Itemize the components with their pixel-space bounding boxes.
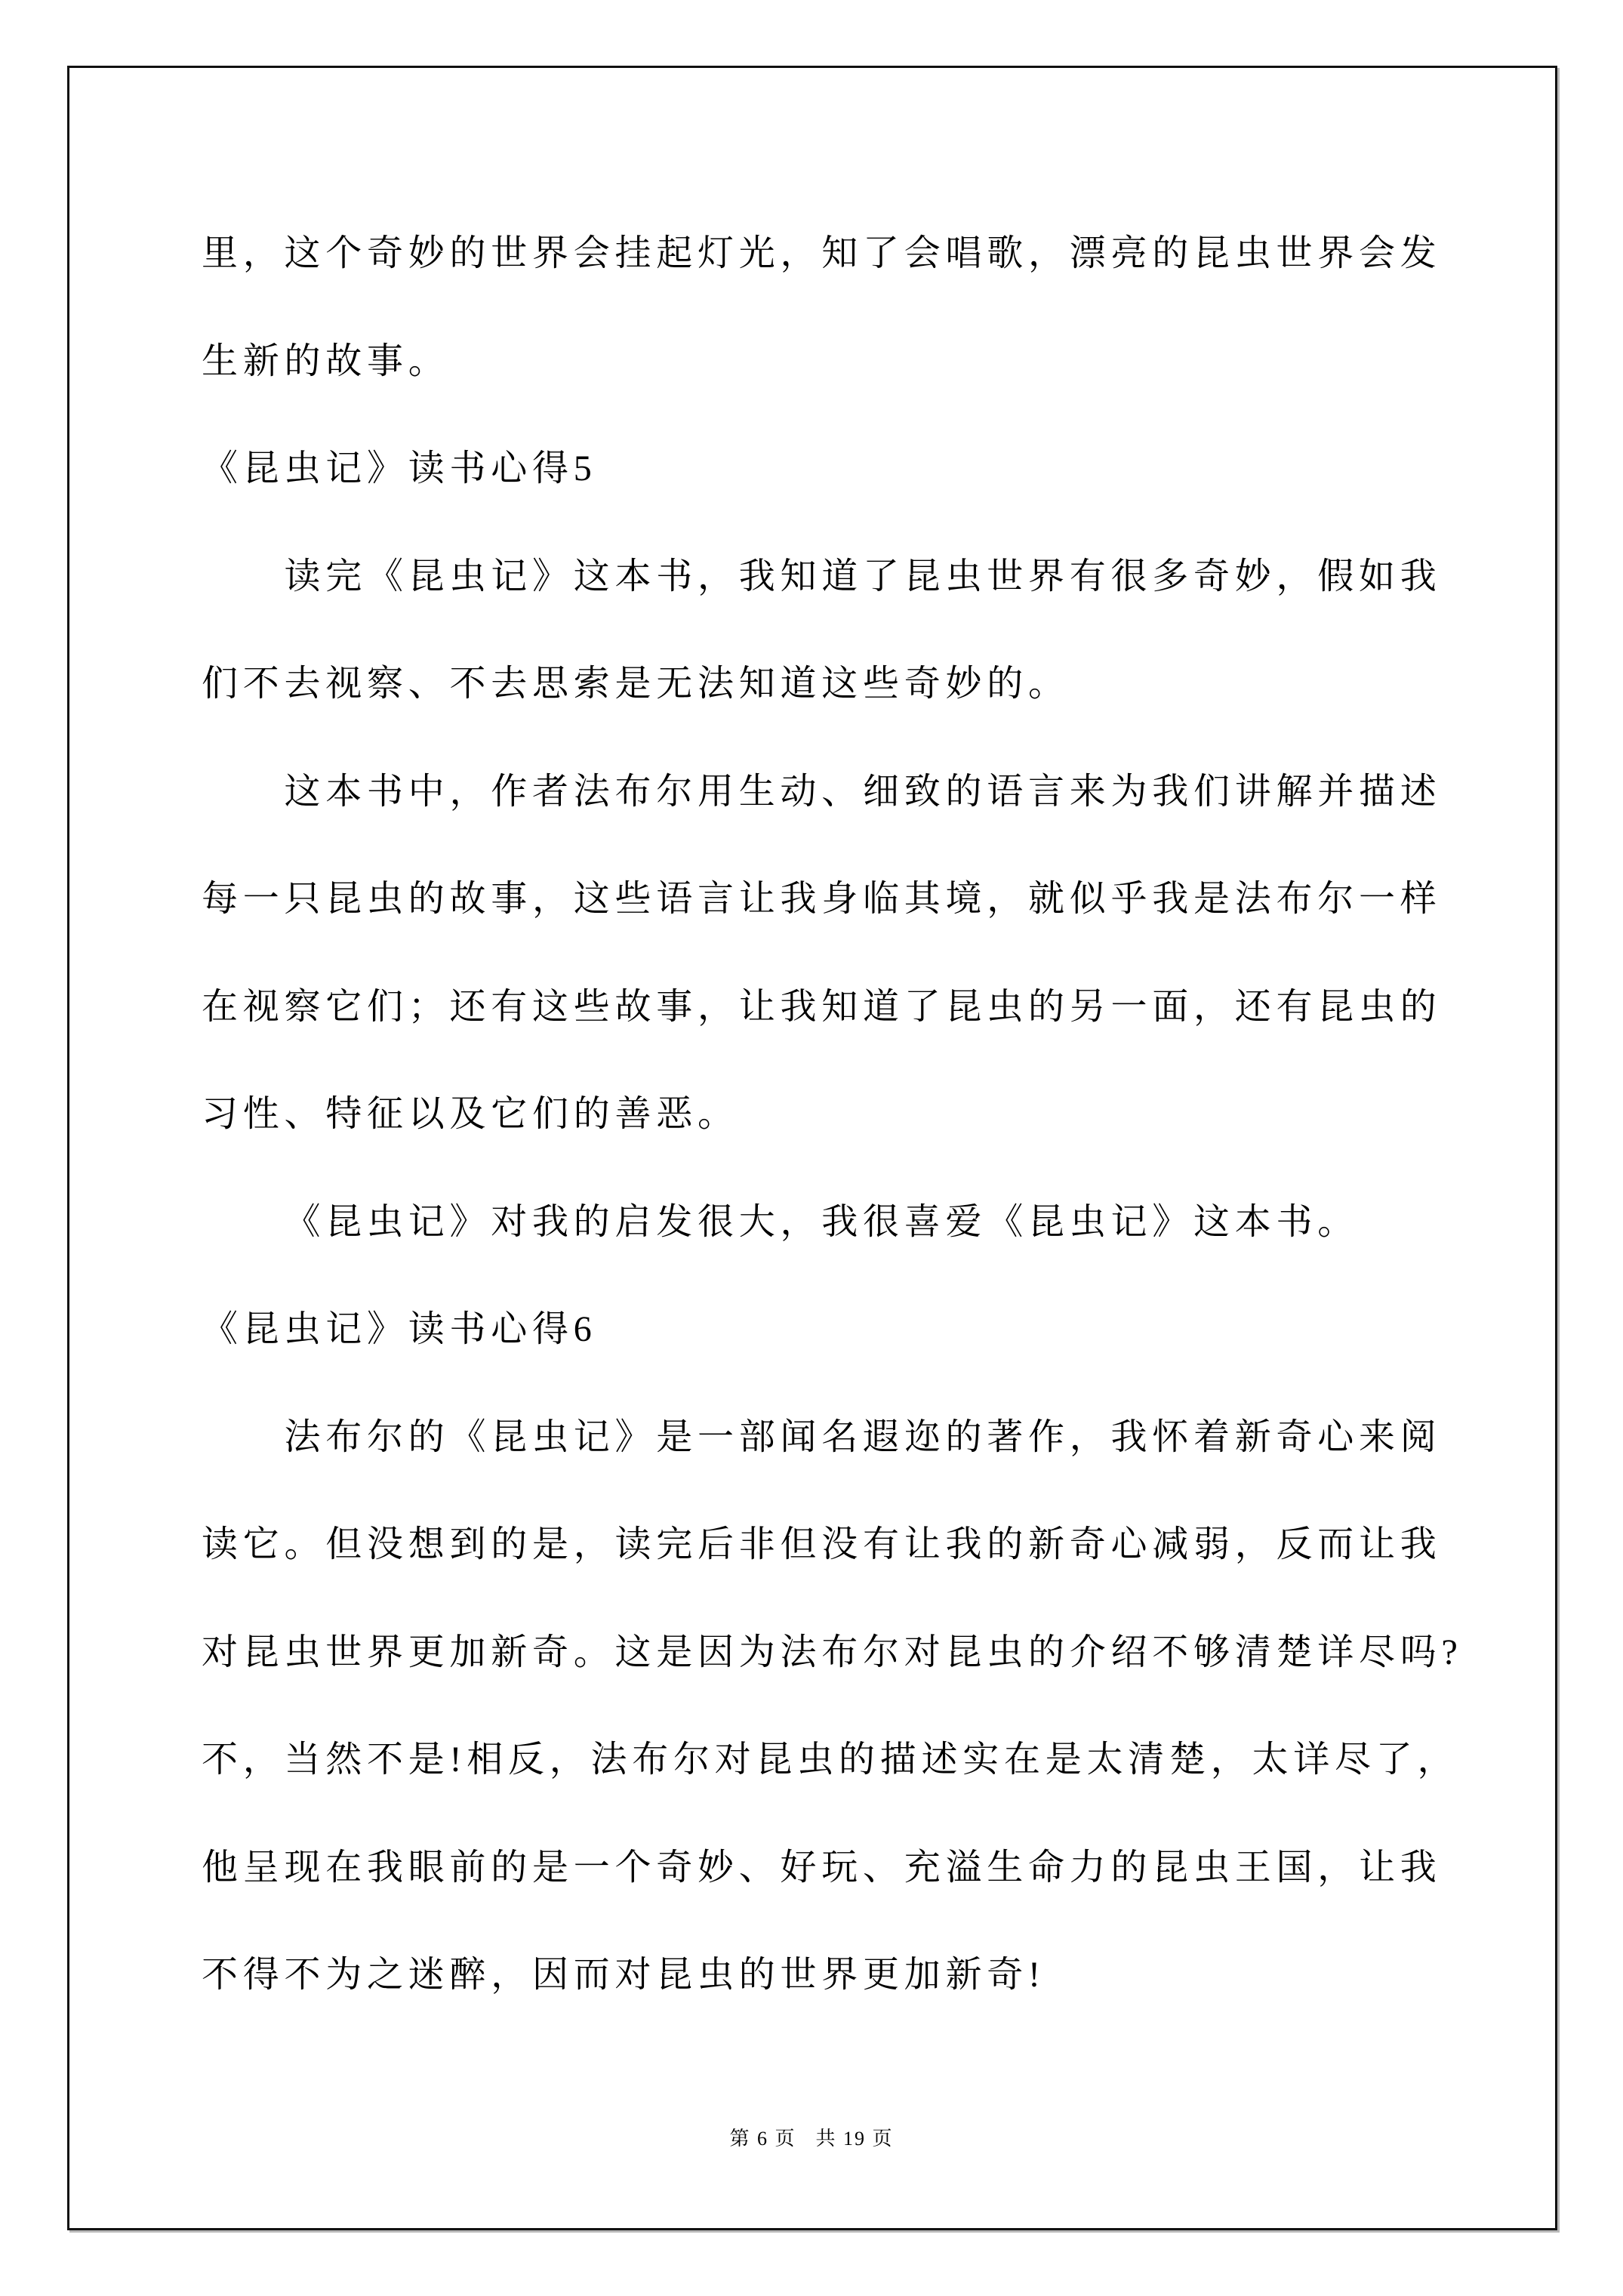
text-line: 习性、特征以及它们的善恶。 bbox=[202, 1094, 739, 1134]
page-number-label: 第 6 页 bbox=[729, 2128, 796, 2150]
text-line: 不，当然不是!相反，法布尔对昆虫的描述实在是太清楚，太详尽了， bbox=[202, 1740, 1459, 1780]
text-line: 法布尔的《昆虫记》是一部闻名遐迩的著作，我怀着新奇心来阅 bbox=[284, 1416, 1442, 1457]
text-line: 他呈现在我眼前的是一个奇妙、好玩、充溢生命力的昆虫王国，让我 bbox=[202, 1847, 1442, 1888]
section-heading: 《昆虫记》读书心得5 bbox=[202, 448, 597, 488]
section-heading: 《昆虫记》读书心得6 bbox=[202, 1309, 597, 1349]
text-line: 对昆虫世界更加新奇。这是因为法布尔对昆虫的介绍不够清楚详尽吗? bbox=[202, 1632, 1463, 1672]
text-line: 里，这个奇妙的世界会挂起灯光，知了会唱歌，漂亮的昆虫世界会发 bbox=[202, 233, 1442, 273]
text-line: 读完《昆虫记》这本书，我知道了昆虫世界有很多奇妙，假如我 bbox=[284, 556, 1442, 596]
text-line: 们不去视察、不去思索是无法知道这些奇妙的。 bbox=[202, 664, 1070, 704]
text-line: 读它。但没想到的是，读完后非但没有让我的新奇心减弱，反而让我 bbox=[202, 1524, 1442, 1564]
text-line: 不得不为之迷醉，因而对昆虫的世界更加新奇! bbox=[202, 1955, 1046, 1995]
text-line: 这本书中，作者法布尔用生动、细致的语言来为我们讲解并描述 bbox=[284, 771, 1442, 812]
text-line: 在视察它们；还有这些故事，让我知道了昆虫的另一面，还有昆虫的 bbox=[202, 986, 1442, 1027]
document-body bbox=[202, 200, 1530, 2029]
text-line: 《昆虫记》对我的启发很大，我很喜爱《昆虫记》这本书。 bbox=[284, 1201, 1360, 1242]
total-pages-label: 共 19 页 bbox=[815, 2128, 894, 2150]
text-line: 生新的故事。 bbox=[202, 341, 450, 381]
text-line: 每一只昆虫的故事，这些语言让我身临其境，就似乎我是法布尔一样 bbox=[202, 879, 1442, 919]
page-footer bbox=[0, 2123, 1623, 2151]
